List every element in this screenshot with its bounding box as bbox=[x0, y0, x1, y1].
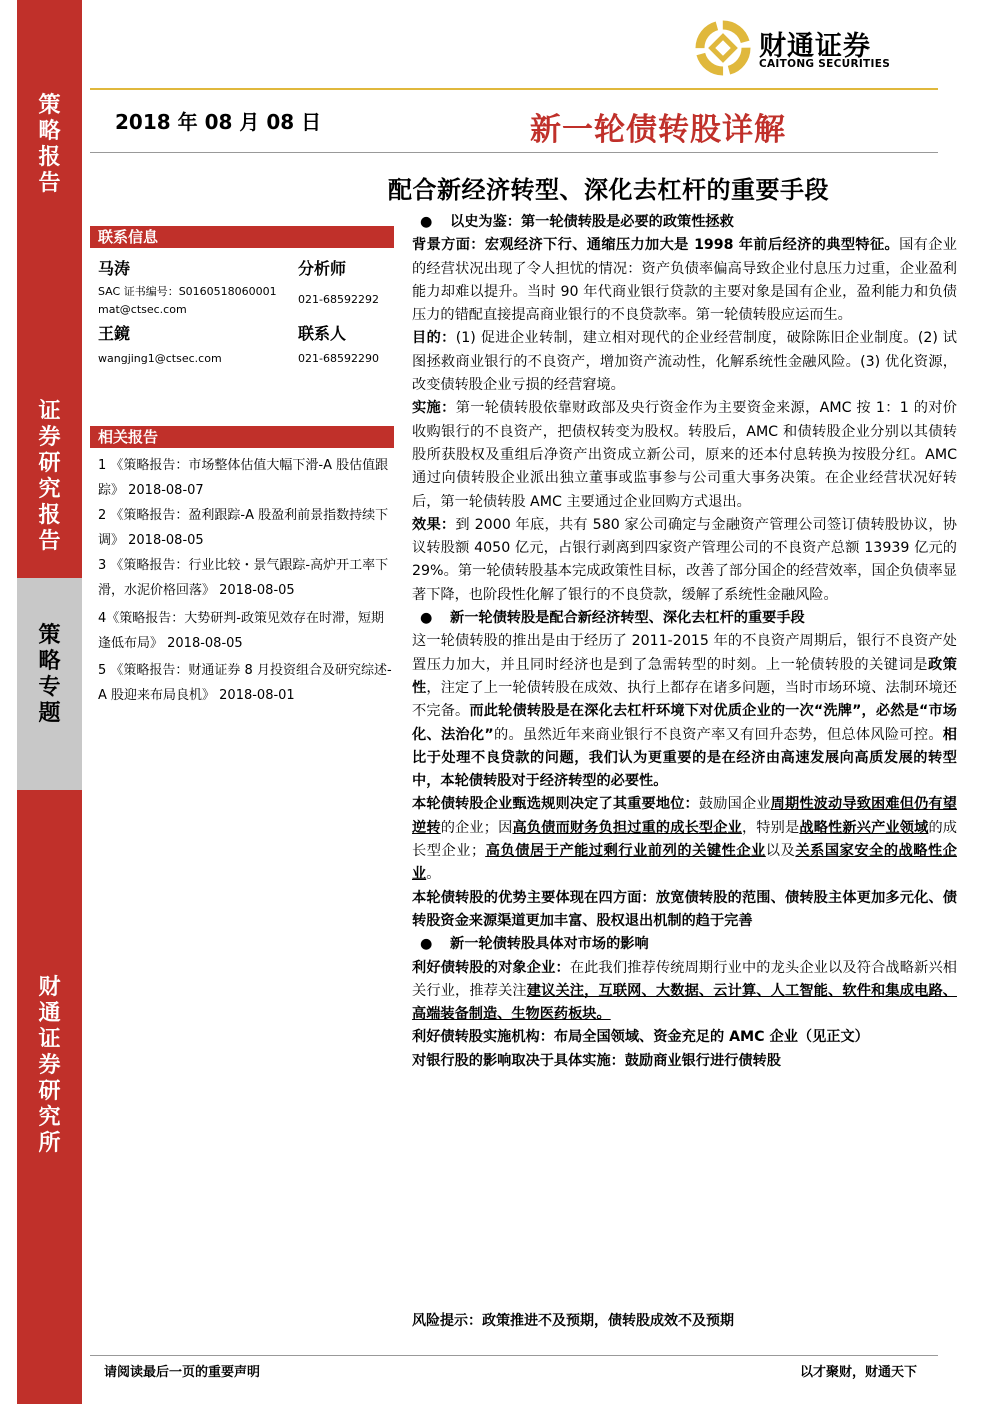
analyst-phone: 021-68592292 bbox=[298, 293, 379, 306]
header-divider bbox=[90, 152, 938, 153]
contact-person-role: 联系人 bbox=[298, 324, 347, 343]
sidebar bbox=[17, 0, 82, 1404]
contact-person-email[interactable]: wangjing1@ctsec.com bbox=[98, 352, 222, 365]
analyst-role: 分析师 bbox=[298, 259, 347, 278]
risk-warning: 风险提示：政策推进不及预期，债转股成效不及预期 bbox=[412, 1313, 734, 1329]
report-subtitle: 配合新经济转型、深化去杠杆的重要手段 bbox=[388, 176, 829, 204]
contact-heading: 联系信息 bbox=[90, 226, 394, 248]
analyst-email[interactable]: mat@ctsec.com bbox=[98, 303, 187, 316]
contact-person-phone: 021-68592290 bbox=[298, 352, 379, 365]
logo-name-en: CAITONG SECURITIES bbox=[759, 58, 891, 70]
bullet-new-round: ● 新一轮债转股是配合新经济转型、深化去杠杆的重要手段 bbox=[412, 607, 957, 630]
report-date: 2018 年 08 月 08 日 bbox=[115, 110, 322, 134]
related-item[interactable]: 4《策略报告：大势研判-政策见效存在时滞，短期逢低布局》 2018-08-05 bbox=[98, 611, 384, 651]
related-item[interactable]: 5 《策略报告：财通证券 8 月投资组合及研究综述-A 股迎来布局良机》 2018-08-01 bbox=[98, 663, 392, 703]
main-body bbox=[412, 211, 957, 1073]
paragraph-new-round: 这一轮债转股的推出是由于经历了 2011-2015 年的不良资产周期后，银行不良资产处置压力加大，并且同时经济也是到了急需转型的时刻。上一轮债转股的关键词是政策性，注定了上一轮债转股在成效、执行上都存在诸多问题，当时市场环境、法制环境还不完备。而此轮债转股是在深化去杠杆环境下对优质企业的一次“洗牌”，必然是“市场化、法治化”的。虽然近年来商业银行不良资产率又有回升态势，但总体风险可控。相比于处理不良贷款的问题，我们认为更重要的是在经济由高速发展向高质发展的转型中，本轮债转股对于经济转型的必要性。 bbox=[412, 633, 957, 790]
logo-name-cn: 财通证券 bbox=[759, 31, 871, 62]
sidebar-label-institute: 财通证券研究所 bbox=[38, 974, 61, 1156]
bullet-market-impact: ● 新一轮债转股具体对市场的影响 bbox=[412, 933, 957, 956]
company-logo bbox=[693, 18, 923, 78]
footer-divider bbox=[90, 1355, 938, 1356]
analyst-sac: SAC 证书编号：S0160518060001 bbox=[98, 285, 277, 298]
sidebar-label-securities-research: 证券研究报告 bbox=[38, 398, 61, 554]
paragraph-beneficiaries: 利好债转股的对象企业：在此我们推荐传统周期行业中的龙头企业以及符合战略新兴相关行业，推荐关注建议关注，互联网、大数据、云计算、人工智能、软件和集成电路、高端装备制造、生物医药板块。 bbox=[412, 959, 957, 1023]
footer-slogan: 以才聚财，财通天下 bbox=[800, 1365, 918, 1380]
sidebar-label-strategy-topic: 策略专题 bbox=[38, 622, 61, 726]
related-item[interactable]: 3 《策略报告：行业比较・景气跟踪-高炉开工率下滑，水泥价格回落》 2018-08-05 bbox=[98, 558, 389, 598]
paragraph-institutions: 利好债转股实施机构：布局全国领域、资金充足的 AMC 企业（见正文） bbox=[412, 1029, 869, 1046]
related-heading: 相关报告 bbox=[90, 426, 394, 448]
paragraph-selection-rules: 本轮债转股企业甄选规则决定了其重要地位：鼓励国企业周期性波动导致困难但仍有望逆转的企业；因高负债而财务负担过重的成长型企业，特别是战略性新兴产业领域的成长型企业；高负债居于产能过剩行业前列的关键性企业以及关系国家安全的战略性企业。 bbox=[412, 796, 957, 883]
logo-emblem-icon bbox=[693, 18, 755, 78]
paragraph-banks: 对银行股的影响取决于具体实施：鼓励商业银行进行债转股 bbox=[412, 1052, 781, 1069]
report-title: 新一轮债转股详解 bbox=[530, 112, 786, 148]
contact-person-name: 王鏡 bbox=[98, 324, 131, 343]
analyst-name: 马涛 bbox=[98, 259, 131, 278]
related-item[interactable]: 1 《策略报告：市场整体估值大幅下滑-A 股估值跟踪》 2018-08-07 bbox=[98, 458, 389, 498]
paragraph-effect: 效果：到 2000 年底，共有 580 家公司确定与金融资产管理公司签订债转股协议，协议转股额 4050 亿元，占银行剥离到四家资产管理公司的不良资产总额 13939 亿元的 29%。第一轮债转股基本完成政策性目标，改善了部分国企的经营效率，国企负债率显著下降，也阶段性化解了银行的不良贷款，缓解了系统性金融风险。 bbox=[412, 516, 957, 603]
header-gold-divider bbox=[90, 88, 938, 90]
footer-disclaimer: 请阅读最后一页的重要声明 bbox=[104, 1365, 261, 1380]
paragraph-purpose: 目的：(1) 促进企业转制，建立相对现代的企业经营制度，破除陈旧企业制度。(2) 试图拯救商业银行的不良资产，增加资产流动性，化解系统性金融风险。(3) 优化资源，改变债转股企业亏损的经营窘境。 bbox=[412, 330, 957, 394]
sidebar-label-strategy-report: 策略报告 bbox=[38, 92, 61, 196]
paragraph-advantages: 本轮债转股的优势主要体现在四方面：放宽债转股的范围、债转股主体更加多元化、债转股资金来源渠道更加丰富、股权退出机制的趋于完善 bbox=[412, 889, 957, 929]
related-item[interactable]: 2 《策略报告：盈利跟踪-A 股盈利前景指数持续下调》 2018-08-05 bbox=[98, 508, 389, 548]
bullet-history: ● 以史为鉴：第一轮债转股是必要的政策性拯救 bbox=[412, 211, 957, 234]
paragraph-implementation: 实施：第一轮债转股依靠财政部及央行资金作为主要资金来源，AMC 按 1：1 的对价收购银行的不良资产，把债权转变为股权。转股后，AMC 和债转股企业分别以其债转股所获股权及重组后净资产出资成立新公司，原来的还本付息转换为按股分红。AMC 通过向债转股企业派出独立董事或监事参与公司重大事务决策。在企业经营状况好转后，第一轮债转股 AMC 主要通过企业回购方式退出。 bbox=[412, 400, 957, 510]
paragraph-background: 背景方面：宏观经济下行、通缩压力加大是 1998 年前后经济的典型特征。国有企业的经营状况出现了令人担忧的情况：资产负债率偏高导致企业付息压力过重，企业盈利能力却难以提升。当时 90 年代商业银行贷款的主要对象是国有企业，盈利能力和负债压力的错配直接提高商业银行的不良贷款率。第一轮债转股应运而生。 bbox=[412, 237, 957, 324]
